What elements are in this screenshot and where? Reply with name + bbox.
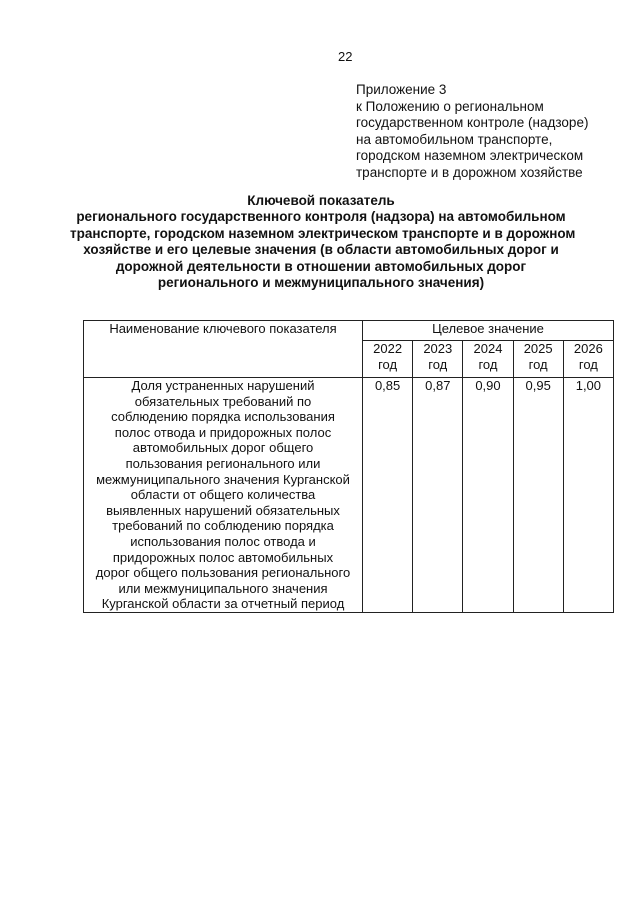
title-line: транспорте, городском наземном электрическом транспорте и в дорожном <box>70 225 576 241</box>
title-line: Ключевой показатель <box>247 193 395 208</box>
value-2024: 0,90 <box>463 378 513 613</box>
appendix-line: на автомобильном транспорте, <box>356 131 553 147</box>
kpi-table <box>83 320 614 613</box>
year-header-2025: 2025 год <box>513 341 563 378</box>
value-2025: 0,95 <box>513 378 563 613</box>
year-header-2023: 2023 год <box>413 341 463 378</box>
header-target-value: Целевое значение <box>363 321 614 341</box>
year-header-2026: 2026 год <box>563 341 613 378</box>
title-line: регионального государственного контроля (надзора) на автомобильном <box>76 209 566 225</box>
title-line: дорожной деятельности в отношении автомобильных дорог <box>115 258 527 274</box>
page-number: 22 <box>338 49 353 64</box>
year-header-2024: 2024 год <box>463 341 513 378</box>
year-header-2022: 2022 год <box>363 341 413 378</box>
indicator-name-cell: Доля устраненных нарушений обязательных требований по соблюдению порядка использования полос отвода и придорожных полос автомобильных дорог общего пользования регионального или межмуниципального значения Курганской области от общего количества выявленных нарушений обязательных требований по соблюдению порядка использования полос отвода и придорожных полос автомобильных дорог общего пользования регионального или межмуниципального значения Курганской области за отчетный период <box>84 378 363 613</box>
header-indicator-name: Наименование ключевого показателя <box>84 321 363 378</box>
value-2026: 1,00 <box>563 378 613 613</box>
value-2022: 0,85 <box>363 378 413 613</box>
title-line: регионального и межмуниципального значения) <box>157 275 485 291</box>
appendix-line: транспорте и в дорожном хозяйстве <box>356 164 583 180</box>
appendix-note <box>356 82 588 182</box>
appendix-line: к Положению о региональном <box>356 98 544 114</box>
title-line: хозяйстве и его целевые значения (в области автомобильных дорог и <box>83 242 559 258</box>
appendix-line: Приложение 3 <box>356 82 447 97</box>
appendix-line: городском наземном электрическом <box>356 148 584 164</box>
table-header-row <box>84 321 614 341</box>
table-row <box>84 378 614 613</box>
appendix-line: государственном контроле (надзоре) <box>356 115 589 131</box>
document-title <box>70 193 576 291</box>
value-2023: 0,87 <box>413 378 463 613</box>
